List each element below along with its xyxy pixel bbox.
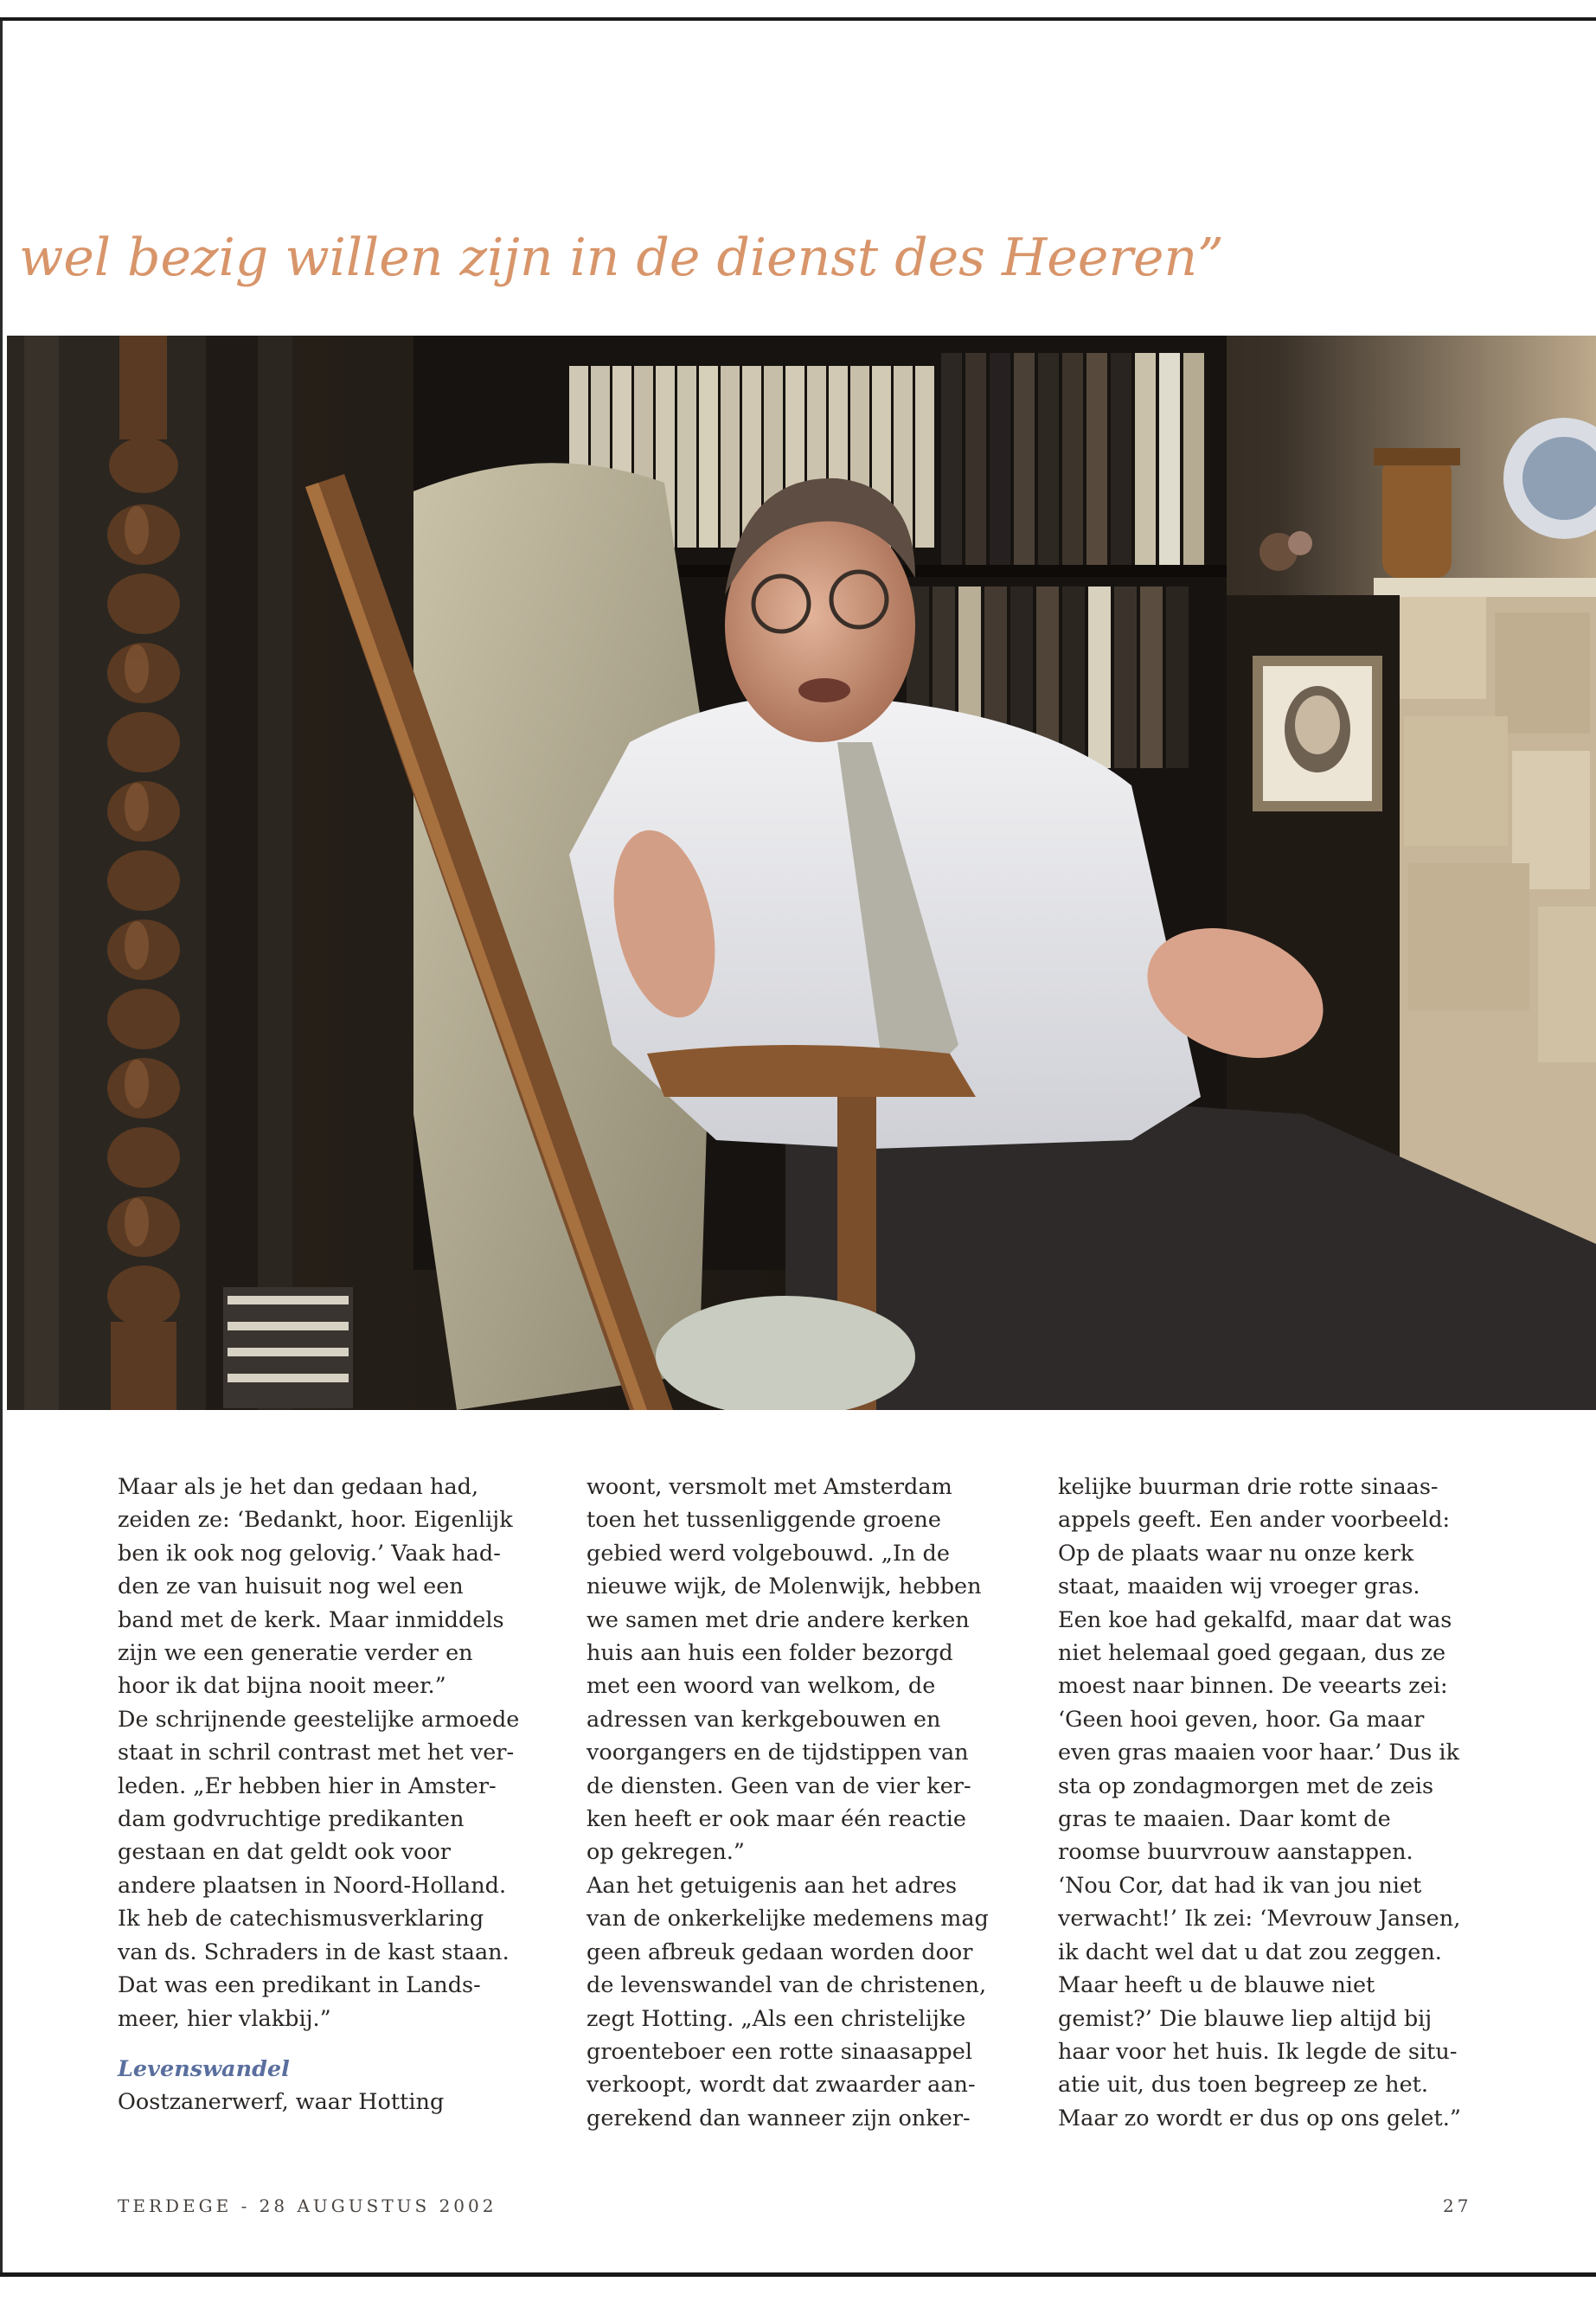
text-line: meer, hier vlakbij.” (118, 2005, 331, 2032)
text-line: ik dacht wel dat u dat zou zeggen. (1058, 1939, 1442, 1965)
text-line: De schrijnende geestelijke armoede (118, 1706, 520, 1733)
text-line: de levenswandel van de christenen, (586, 1972, 987, 1999)
text-line: Dat was een predikant in Lands- (118, 1972, 481, 1999)
text-line: zegt Hotting. „Als een christelijke (586, 2005, 966, 2032)
text-line: van ds. Schraders in de kast staan. (118, 1939, 510, 1965)
text-line: zeiden ze: ‘Bedankt, hoor. Eigenlijk (118, 1507, 513, 1534)
text-column-1 (118, 1471, 550, 2119)
text-line: van de onkerkelijke medemens mag (586, 1906, 989, 1932)
text-line: Ik heb de catechismusverklaring (118, 1906, 484, 1932)
text-column-3 (1058, 1471, 1490, 2135)
text-line: op gekregen.” (586, 1839, 745, 1866)
page-number: 27 (1443, 2195, 1472, 2216)
text-line: huis aan huis een folder bezorgd (586, 1640, 953, 1667)
text-line: geen afbreuk gedaan worden door (586, 1939, 973, 1965)
text-line: gestaan en dat geldt ook voor (118, 1839, 451, 1866)
text-line: gras te maaien. Daar komt de (1058, 1806, 1391, 1833)
article-photo (7, 336, 1596, 1410)
text-line: verkoopt, wordt dat zwaarder aan- (586, 2072, 976, 2099)
text-line: gerekend dan wanneer zijn onker- (586, 2105, 971, 2131)
text-line: atie uit, dus toen begreep ze het. (1058, 2072, 1429, 2099)
text-line: leden. „Er hebben hier in Amster- (118, 1772, 497, 1799)
text-line: nieuwe wijk, de Molenwijk, hebben (586, 1574, 982, 1600)
text-line: moest naar binnen. De veearts zei: (1058, 1673, 1448, 1700)
text-line: ben ik ook nog gelovig.’ Vaak had- (118, 1540, 501, 1567)
text-line: kelijke buurman drie rotte sinaas- (1058, 1474, 1439, 1500)
text-line: we samen met drie andere kerken (586, 1606, 970, 1633)
footer-publication: TERDEGE - 28 AUGUSTUS 2002 (118, 2195, 497, 2216)
text-line: adressen van kerkgebouwen en (586, 1706, 941, 1733)
text-line: dam godvruchtige predikanten (118, 1806, 465, 1833)
text-line: toen het tussenliggende groene (586, 1507, 941, 1534)
left-rule (0, 21, 3, 2272)
text-line: groenteboer een rotte sinaasappel (586, 2038, 972, 2065)
text-line: even gras maaien voor haar.’ Dus ik (1058, 1740, 1459, 1766)
text-line: zijn we een generatie verder en (118, 1640, 473, 1667)
text-line: ‘Nou Cor, dat had ik van jou niet (1058, 1872, 1422, 1899)
text-line: appels geeft. Een ander voorbeeld: (1058, 1507, 1451, 1534)
text-line: verwacht!’ Ik zei: ‘Mevrouw Jansen, (1058, 1906, 1461, 1932)
text-line: haar voor het huis. Ik legde de situ- (1058, 2038, 1458, 2065)
text-line: Op de plaats waar nu onze kerk (1058, 1540, 1414, 1567)
paragraph-gap (118, 2035, 550, 2053)
text-line: ken heeft er ook maar één reactie (586, 1806, 966, 1833)
text-line: voorgangers en de tijdstippen van (586, 1740, 969, 1766)
bottom-rule (0, 2272, 1596, 2277)
text-line: ‘Geen hooi geven, hoor. Ga maar (1058, 1706, 1425, 1733)
text-line: Aan het getuigenis aan het adres (586, 1872, 958, 1899)
section-subheading: Levenswandel (118, 2055, 290, 2082)
text-line: gebied werd volgebouwd. „In de (586, 1540, 950, 1567)
text-line: gemist?’ Die blauwe liep altijd bij (1058, 2005, 1433, 2032)
text-line: hoor ik dat bijna nooit meer.” (118, 1673, 446, 1700)
text-line: Maar zo wordt er dus op ons gelet.” (1058, 2105, 1461, 2131)
text-line: Maar heeft u de blauwe niet (1058, 1972, 1375, 1999)
interview-photo-illustration (7, 336, 1596, 1410)
text-line: Een koe had gekalfd, maar dat was (1058, 1606, 1452, 1633)
text-column-2 (586, 1471, 1019, 2135)
text-line: staat in schril contrast met het ver- (118, 1740, 515, 1766)
text-line: Oostzanerwerf, waar Hotting (118, 2089, 445, 2116)
text-line: sta op zondagmorgen met de zeis (1058, 1772, 1434, 1799)
article-headline: wel bezig willen zijn in de dienst des Heeren” (19, 228, 1224, 288)
text-line: staat, maaiden wij vroeger gras. (1058, 1574, 1420, 1600)
text-line: roomse buurvrouw aanstappen. (1058, 1839, 1413, 1866)
text-line: woont, versmolt met Amsterdam (586, 1474, 952, 1500)
text-line: niet helemaal goed gegaan, dus ze (1058, 1640, 1446, 1667)
text-line: andere plaatsen in Noord-Holland. (118, 1872, 507, 1899)
text-line: met een woord van welkom, de (586, 1673, 936, 1700)
text-line: den ze van huisuit nog wel een (118, 1574, 464, 1600)
top-rule (0, 17, 1596, 21)
text-line: Maar als je het dan gedaan had, (118, 1474, 479, 1500)
text-line: band met de kerk. Maar inmiddels (118, 1606, 504, 1633)
text-line: de diensten. Geen van de vier ker- (586, 1772, 971, 1799)
